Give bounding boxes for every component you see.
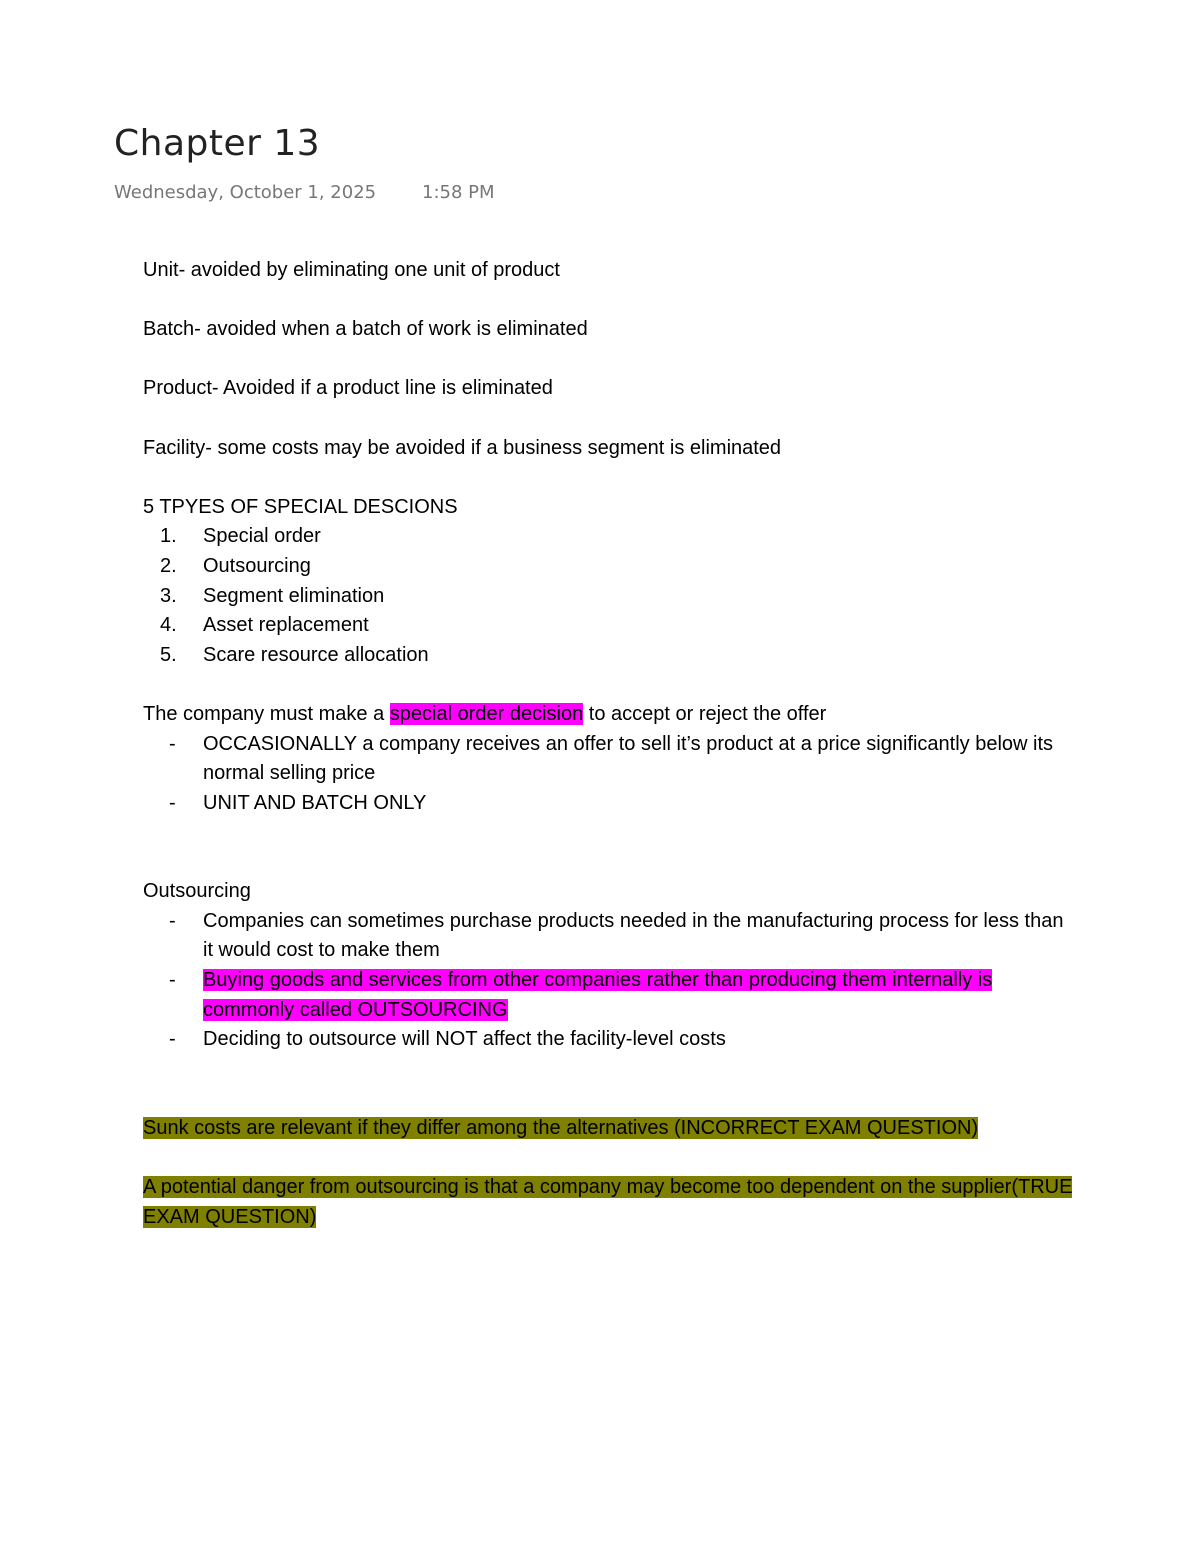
cost-level-facility: Facility- some costs may be avoided if a business segment is eliminated xyxy=(143,436,782,459)
page-time: 1:58 PM xyxy=(422,182,495,203)
note-body[interactable] xyxy=(143,256,1073,1232)
list-item: - OCCASIONALLY a company receives an offer to sell it’s product at a price significantly below its normal selling price xyxy=(169,732,1054,785)
list-item: 1. Special order xyxy=(160,525,321,548)
special-order-intro: The company must make a special order decision to accept or reject the offer xyxy=(143,702,827,725)
list-item: - Buying goods and services from other companies rather than producing them internally is commonly called OUTSOURCING xyxy=(169,969,993,1021)
special-decisions-list xyxy=(143,522,1073,670)
list-item: 3. Segment elimination xyxy=(160,584,385,607)
list-item: 2. Outsourcing xyxy=(160,554,311,577)
list-item: - UNIT AND BATCH ONLY xyxy=(169,791,427,814)
page-title: Chapter 13 xyxy=(114,123,321,164)
outsourcing-definition-highlight: Buying goods and services from other companies rather than producing them internally is commonly called OUTSOURCING xyxy=(203,969,993,1021)
list-item: - Companies can sometimes purchase products needed in the manufacturing process for less than it would cost to make them xyxy=(169,909,1064,962)
outsourcing-bullets xyxy=(143,907,1073,1055)
special-decisions-heading: 5 TPYES OF SPECIAL DESCIONS xyxy=(143,495,458,518)
cost-level-product: Product- Avoided if a product line is eliminated xyxy=(143,377,553,400)
list-item: 5. Scare resource allocation xyxy=(160,643,429,666)
cost-level-batch: Batch- avoided when a batch of work is eliminated xyxy=(143,318,588,341)
list-item: 4. Asset replacement xyxy=(160,614,369,637)
special-order-highlight: special order decision xyxy=(389,702,584,725)
outsourcing-heading: Outsourcing xyxy=(143,880,251,903)
cost-level-unit: Unit- avoided by eliminating one unit of product xyxy=(143,259,560,281)
page-date: Wednesday, October 1, 2025 xyxy=(114,182,377,203)
exam-note-sunk-costs: Sunk costs are relevant if they differ among the alternatives (INCORRECT EXAM QUESTION) xyxy=(143,1116,979,1139)
exam-note-outsourcing-danger: A potential danger from outsourcing is that a company may become too dependent on the supplier(TRUE EXAM QUESTION) xyxy=(143,1176,1073,1228)
list-item: - Deciding to outsource will NOT affect the facility-level costs xyxy=(169,1028,726,1051)
special-order-bullets xyxy=(143,730,1073,819)
